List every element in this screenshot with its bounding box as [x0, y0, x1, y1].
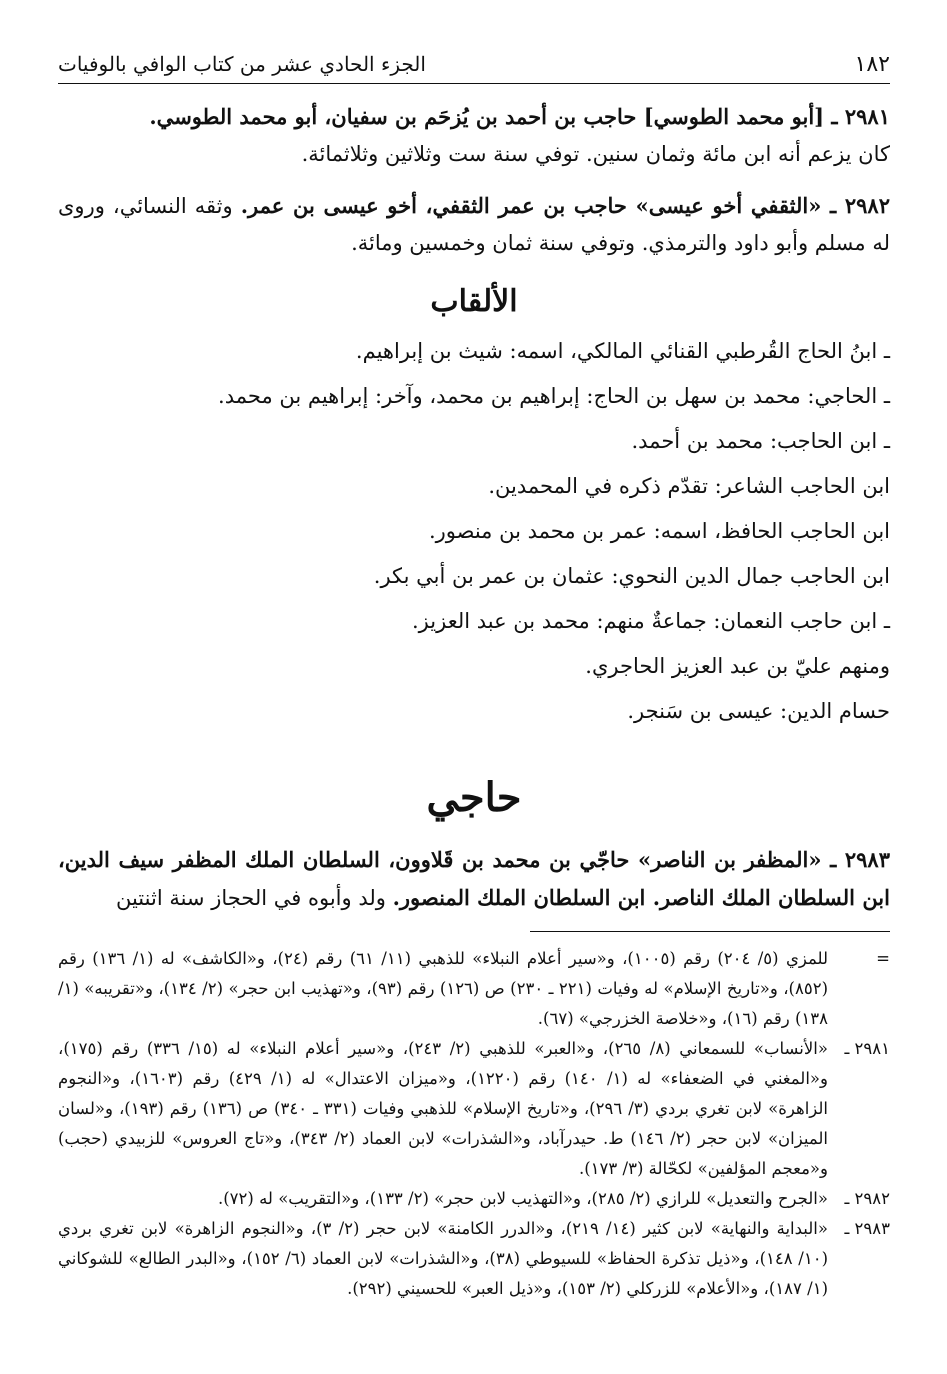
book-page — [58, 52, 890, 1304]
footnote-label: ٢٩٨١ ـ — [844, 1039, 890, 1058]
footnote — [58, 1034, 890, 1184]
list-item: ـ ابن الحاجب: محمد بن أحمد. — [631, 429, 890, 453]
footnote — [58, 1214, 890, 1304]
section-title-haji: حاجي — [426, 774, 522, 821]
footnote — [58, 944, 890, 1034]
footnote-divider — [530, 931, 890, 932]
footnote-divider-wrap — [58, 917, 890, 944]
footnotes — [58, 944, 890, 1304]
footnote-label: ٢٩٨٣ ـ — [844, 1219, 890, 1238]
footnote-text: «الأنساب» للسمعاني (٨/ ٢٦٥)، و«العبر» للذهبي (٢/ ٢٤٣)، و«سير أعلام النبلاء» له (١٥/ ٣٣٦) رقم (١٧٥)، و«المغني في الضعفاء» له (١/ ١٤٠) رقم (١٢٢٠)، و«ميزان الاعتدال» له (١/ ٤٢٩) رقم (١٦٠٣)، و«النجوم الزاهرة» لابن تغري بردي (٣/ ٢٩٦)، و«تاريخ الإسلام» للذهبي وفيات (٣٣١ ـ ٣٤٠) ص (١٣٦) رقم (١٩٣)، و«لسان الميزان» لابن حجر (٢/ ١٤٦) ط. حيدرآباد، و«الشذرات» لابن العماد (٢/ ٣٤٣)، و«تاج العروس» للزبيدي (حجب) و«معجم المؤلفين» لكحّالة (٣/ ١٧٣). — [58, 1039, 829, 1178]
footnote — [58, 1184, 890, 1214]
footnote-text: «الجرح والتعديل» للرازي (٢/ ٢٨٥)، و«التهذيب لابن حجر» (٢/ ١٣٣)، و«التقريب» له (٧٢). — [217, 1189, 828, 1208]
page-number: ١٨٢ — [854, 52, 890, 77]
entry-2981 — [58, 98, 890, 173]
entry-heading: ٢٩٨٣ ـ «المظفر بن الناصر» حاجّي بن محمد بن قَلاوون، السلطان الملك المظفر سيف الدين، ابن السلطان الملك الناصر. ابن السلطان الملك المنصور. — [58, 847, 890, 910]
entry-heading: ٢٩٨١ ـ [أبو محمد الطوسي] حاجب بن أحمد بن يُزحَم بن سفيان، أبو محمد الطوسي. — [149, 104, 890, 129]
entry-2983 — [58, 841, 890, 917]
list-item: ابن الحاجب جمال الدين النحوي: عثمان بن عمر بن أبي بكر. — [373, 564, 890, 588]
footnote-label: = — [876, 949, 890, 968]
list-item: ابن الحاجب الشاعر: تقدّم ذكره في المحمدين. — [488, 474, 890, 498]
list-item: ـ ابن حاجب النعمان: جماعةٌ منهم: محمد بن عبد العزيز. — [412, 609, 890, 633]
list-item: ابن الحاجب الحافظ، اسمه: عمر بن محمد بن منصور. — [428, 519, 890, 543]
entry-body: كان يزعم أنه ابن مائة وثمان سنين. توفي سنة ست وثلاثين وثلاثمائة. — [301, 142, 890, 166]
list-item: حسام الدين: عيسى بن سَنجر. — [627, 699, 890, 723]
entry-2982 — [58, 187, 890, 262]
running-title: الجزء الحادي عشر من كتاب الوافي بالوفيات — [58, 52, 426, 76]
list-item: ومنهم عليّ بن عبد العزيز الحاجري. — [585, 654, 890, 678]
alqab-list — [58, 329, 890, 734]
footnote-text: «البداية والنهاية» لابن كثير (١٤/ ٢١٩)، و«الدرر الكامنة» لابن حجر (٢/ ٣)، و«النجوم الزاهرة» لابن تغري بردي (١٠/ ١٤٨)، و«ذيل تذكرة الحفاظ» للسيوطي (٣٨)، و«الشذرات» لابن العماد (٦/ ١٥٢)، و«البدر الطالع» للشوكاني (١/ ١٨٧)، و«الأعلام» للزركلي (٢/ ١٥٣)، و«ذيل العبر» للحسيني (٢٩٢). — [58, 1219, 828, 1298]
entry-body: ولد وأبوه في الحجاز سنة اثنتين — [115, 886, 386, 910]
footnote-label: ٢٩٨٢ ـ — [844, 1189, 890, 1208]
footnote-text: للمزي (٥/ ٢٠٤) رقم (١٠٠٥)، و«سير أعلام النبلاء» للذهبي (١١/ ٦١) رقم (٢٤)، و«الكاشف» له (١/ ١٣٦) رقم (٨٥٢)، و«تاريخ الإسلام» له وفيات (٢٢١ ـ ٢٣٠) ص (١٢٦) رقم (٩٣)، و«تهذيب ابن حجر» (٢/ ١٣٤)، و«تقريبه» (١/ ١٣٨) رقم (١٦)، و«خلاصة الخزرجي» (٦٧). — [58, 949, 829, 1028]
entry-body: وثقه النسائي، وروى له مسلم وأبو داود والترمذي. وتوفي سنة ثمان وخمسين ومائة. — [58, 194, 890, 255]
running-header — [58, 52, 890, 84]
section-title-alqab: الألقاب — [430, 284, 518, 319]
list-item: ـ ابنُ الحاج القُرطبي القنائي المالكي، اسمه: شيث بن إبراهيم. — [355, 339, 890, 363]
list-item: ـ الحاجي: محمد بن سهل بن الحاج: إبراهيم بن محمد، وآخر: إبراهيم بن محمد. — [218, 384, 890, 408]
entry-heading: ٢٩٨٢ ـ «الثقفي أخو عيسى» حاجب بن عمر الثقفي، أخو عيسى بن عمر. — [240, 193, 890, 218]
